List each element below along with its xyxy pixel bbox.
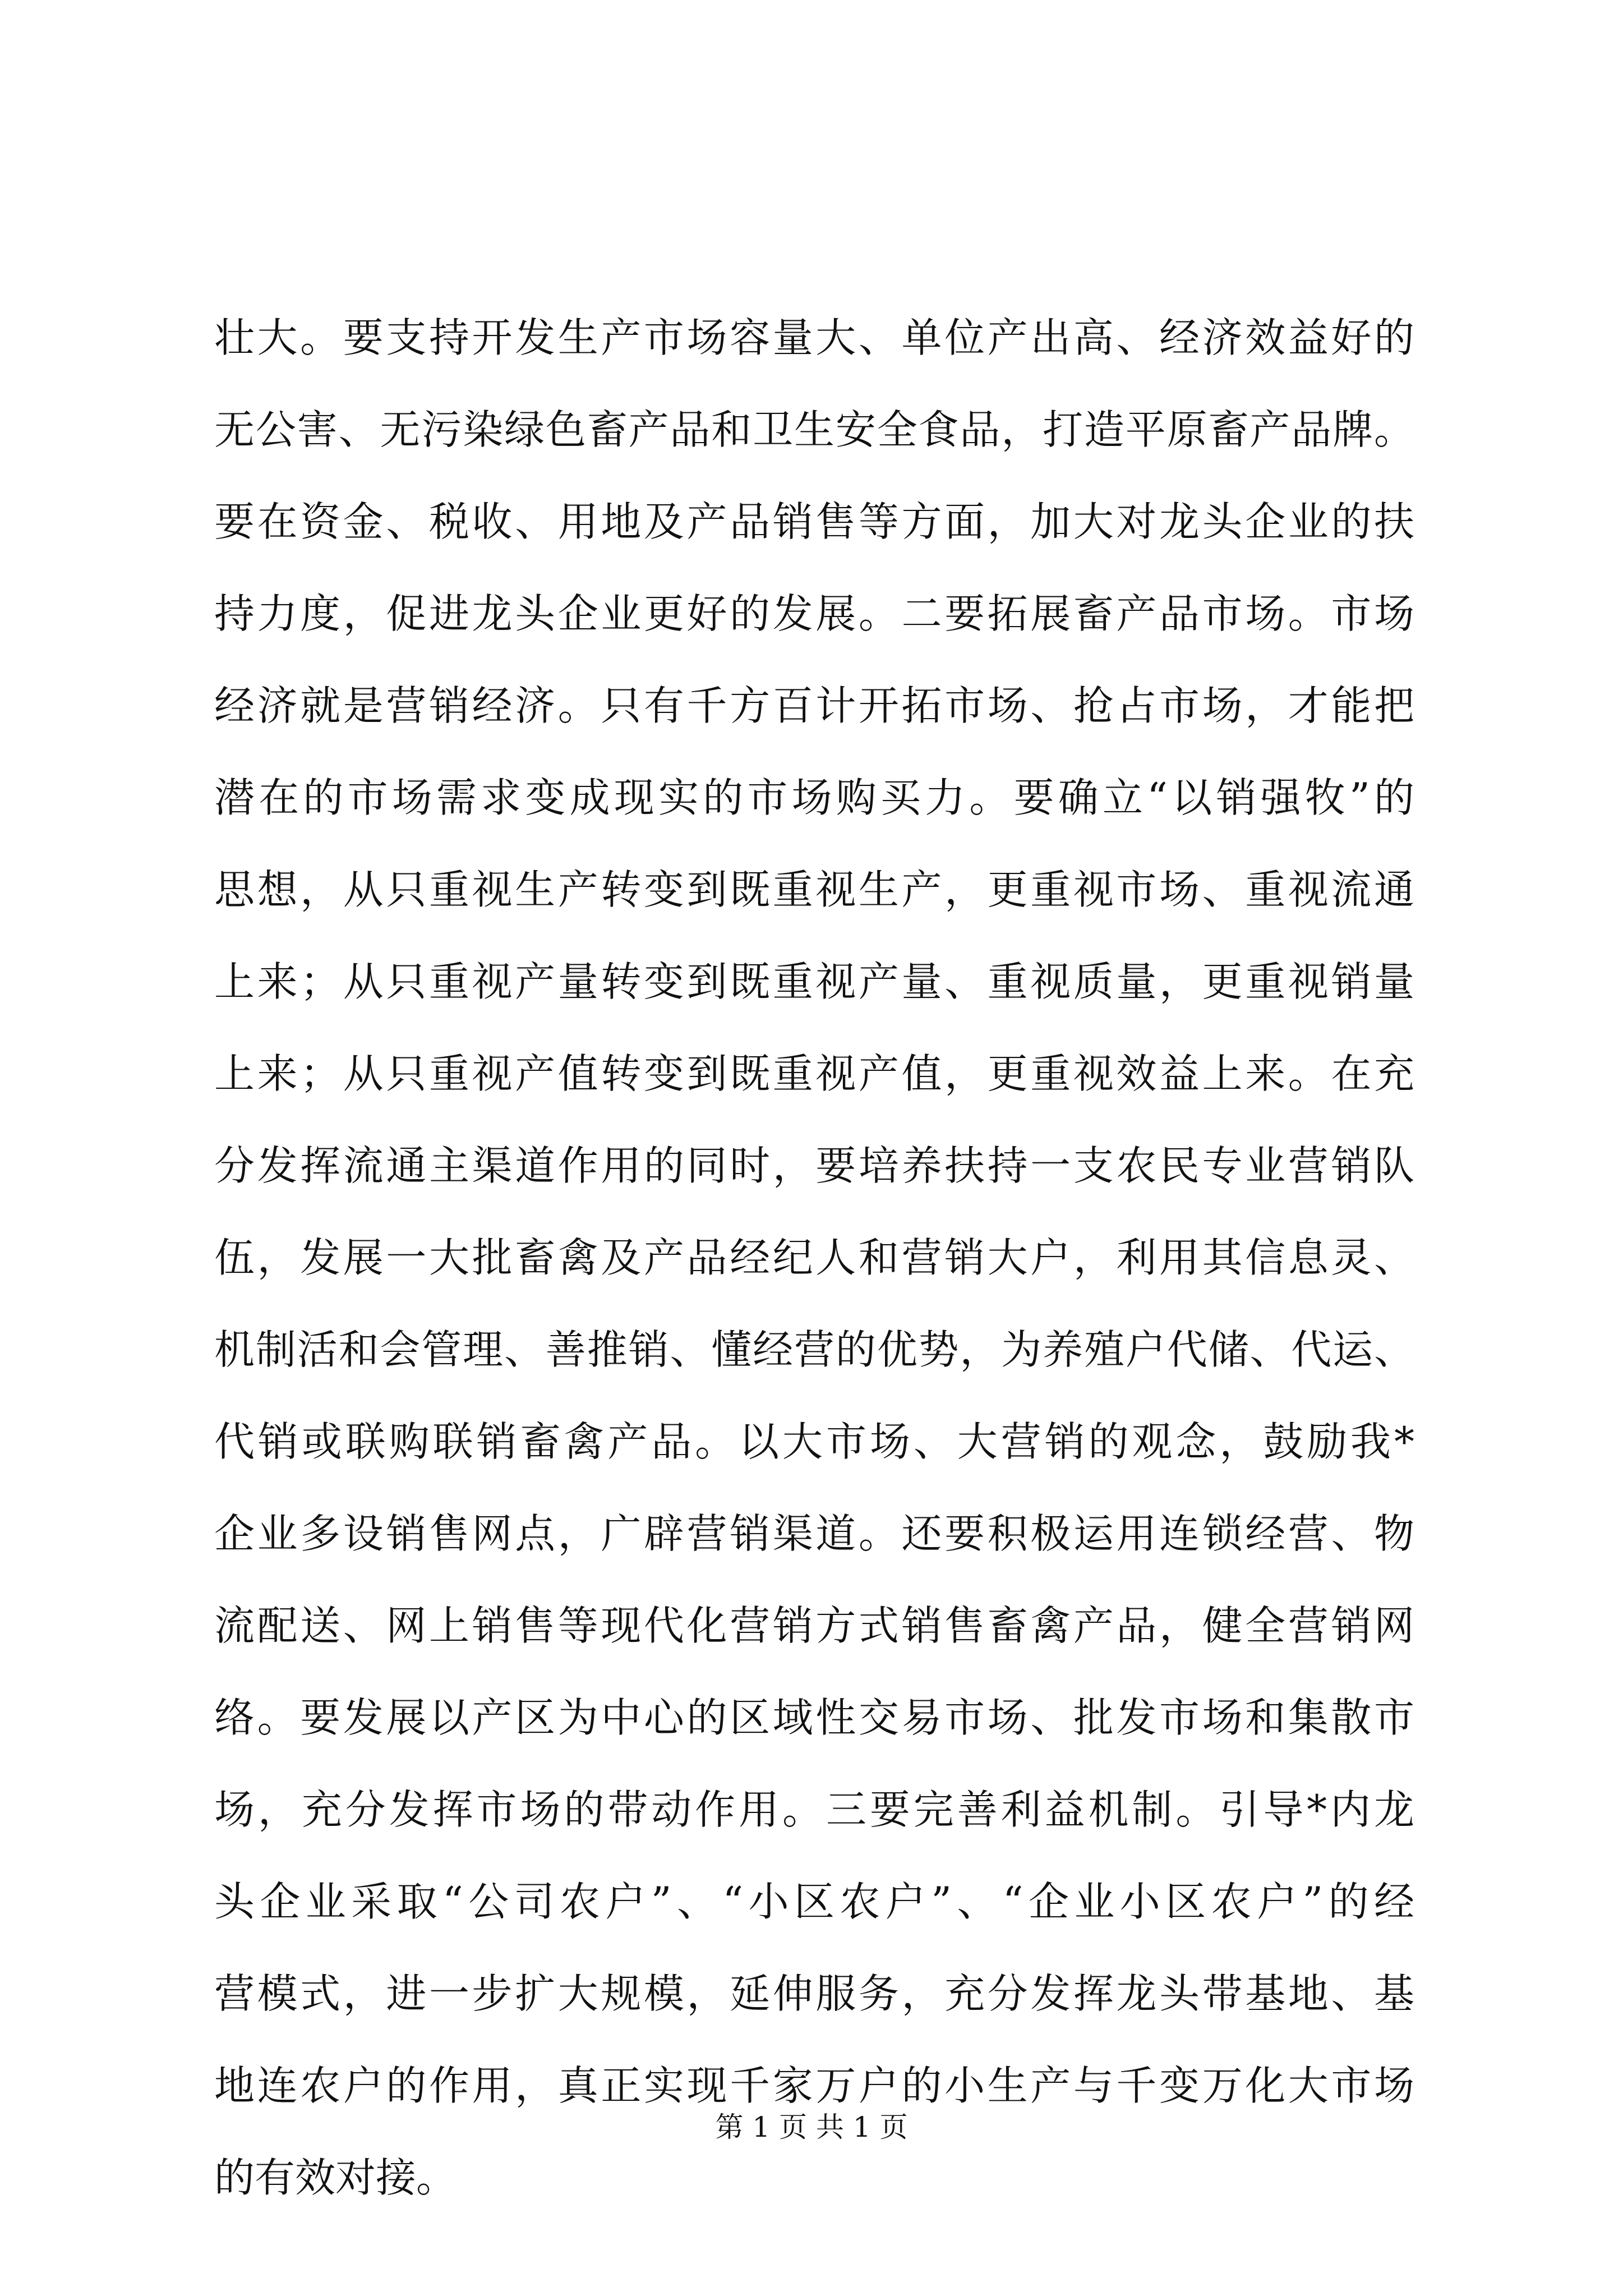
text-line-2: 无公害、无污染绿色畜产品和卫生安全食品，打造平原畜产品牌。 [214,406,1414,453]
text-line-15: 流配送、网上销售等现代化营销方式销售畜禽产品，健全营销网 [214,1602,1414,1649]
text-line-11: 伍，发展一大批畜禽及产品经纪人和营销大户，利用其信息灵、 [214,1234,1414,1281]
text-line-14: 企业多设销售网点，广辟营销渠道。还要积极运用连锁经营、物 [214,1510,1414,1557]
text-line-20: 地连农户的作用，真正实现千家万户的小生产与千变万化大市场 [214,2062,1414,2109]
text-line-21: 的有效对接。 [214,2154,457,2201]
text-line-9: 上来；从只重视产值转变到既重视产值，更重视效益上来。在充 [214,1050,1414,1097]
body-text [214,292,1414,2224]
text-line-7: 思想，从只重视生产转变到既重视生产，更重视市场、重视流通 [214,866,1414,913]
text-line-13: 代销或联购联销畜禽产品。以大市场、大营销的观念，鼓励我* [214,1418,1414,1465]
page-number-footer: 第 1 页 共 1 页 [715,2111,908,2143]
text-line-6: 潜在的市场需求变成现实的市场购买力。要确立“以销强牧”的 [214,774,1414,821]
text-line-16: 络。要发展以产区为中心的区域性交易市场、批发市场和集散市 [214,1694,1414,1741]
text-line-3: 要在资金、税收、用地及产品销售等方面，加大对龙头企业的扶 [214,498,1414,545]
text-line-10: 分发挥流通主渠道作用的同时，要培养扶持一支农民专业营销队 [214,1142,1414,1189]
text-line-4: 持力度，促进龙头企业更好的发展。二要拓展畜产品市场。市场 [214,590,1414,637]
text-line-5: 经济就是营销经济。只有千方百计开拓市场、抢占市场，才能把 [214,682,1414,729]
text-line-1: 壮大。要支持开发生产市场容量大、单位产出高、经济效益好的 [214,314,1414,361]
text-line-17: 场，充分发挥市场的带动作用。三要完善利益机制。引导*内龙 [214,1786,1414,1833]
text-line-18: 头企业采取“公司农户”、“小区农户”、“企业小区农户”的经 [214,1878,1414,1925]
text-line-19: 营模式，进一步扩大规模，延伸服务，充分发挥龙头带基地、基 [214,1970,1414,2017]
text-line-12: 机制活和会管理、善推销、懂经营的优势，为养殖户代储、代运、 [214,1326,1414,1373]
text-line-8: 上来；从只重视产量转变到既重视产量、重视质量，更重视销量 [214,958,1414,1005]
